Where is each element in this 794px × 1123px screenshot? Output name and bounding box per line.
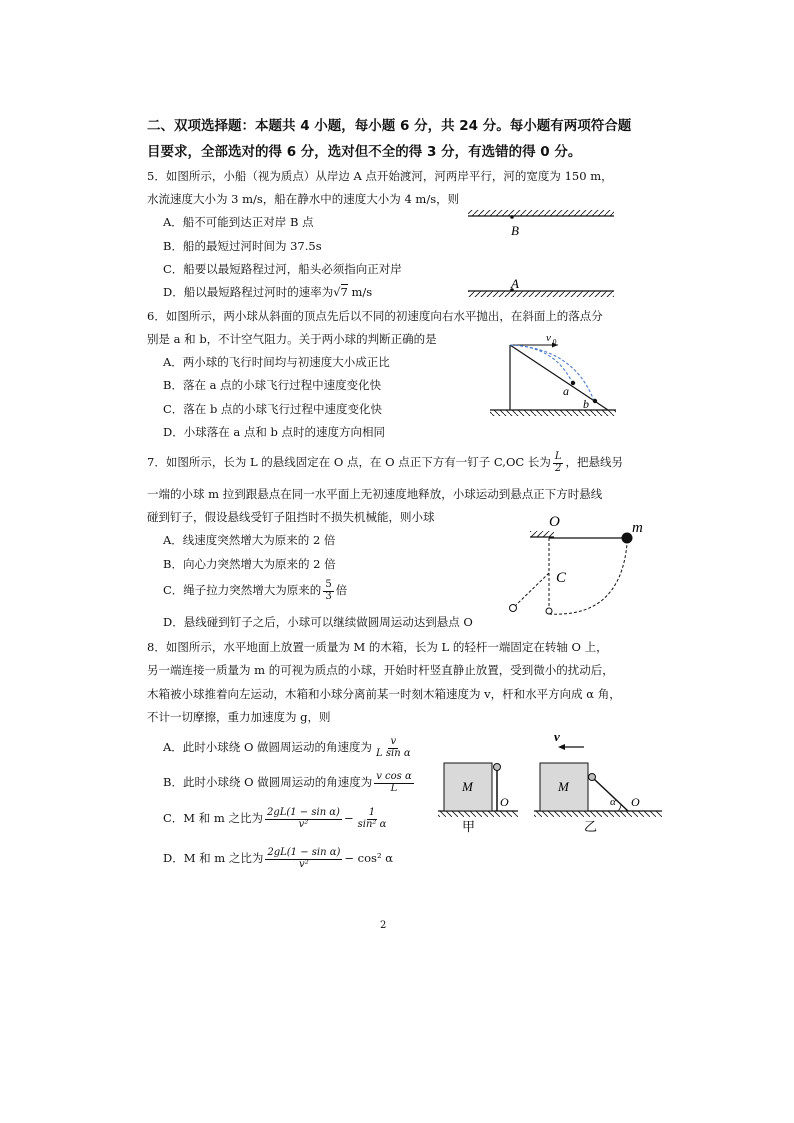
q7-option-c-tail: 倍 <box>335 583 348 597</box>
q5-option-b: B．船的最短过河时间为 37.5s <box>163 239 322 253</box>
q5-option-c: C．船要以最短路程过河，船头必须指向正对岸 <box>163 262 402 276</box>
q7-option-b: B．向心力突然增大为原来的 2 倍 <box>163 557 336 571</box>
q7-oc-fraction: $\frac{L}{2}$ <box>554 451 562 474</box>
label-b: b <box>583 397 589 411</box>
q7-stem-line3: 碰到钉子，假设悬线受钉子阻挡时不损失机械能，则小球 <box>147 510 435 524</box>
q7-stem-line1-tail: ，把悬线另 <box>565 455 623 469</box>
q8-option-c-fraction-1: $\frac{\text{2gL(1 − sin α)}}{\text{v²}}$ <box>266 807 340 830</box>
section-heading-line2: 目要求，全部选对的得 6 分，选对但不全的得 3 分，有选错的得 0 分。 <box>147 144 582 160</box>
far-bank-hatch <box>468 210 614 216</box>
ground-hatch-jia <box>438 811 518 817</box>
label-b: B <box>511 223 519 238</box>
q8-option-d <box>163 848 393 870</box>
ball-lowest-position <box>546 608 552 614</box>
q8-option-c-fraction-2: $\frac{1}{\text{sin² α}}$ <box>357 807 387 830</box>
ground-hatch-yi <box>534 811 662 817</box>
q8-option-c-minus: − <box>343 811 354 825</box>
q5-stem-line2: 水流速度大小为 3 m/s，船在静水中的速度大小为 4 m/s，则 <box>147 192 460 206</box>
q8-stem-line1: 8．如图所示，水平地面上放置一质量为 M 的木箱，长为 L 的轻杆一端固定在转轴 O 上， <box>147 640 608 654</box>
point-b-dot <box>593 399 597 403</box>
label-velocity: v <box>554 733 560 744</box>
ball-after-nail <box>510 605 517 612</box>
point-a-dot <box>571 381 575 385</box>
ball-jia <box>494 764 501 771</box>
label-jia: 甲 <box>462 819 476 834</box>
label-o: O <box>549 514 560 530</box>
q7-stem-line1 <box>147 452 623 474</box>
q8-option-d-fraction: $\frac{\text{2gL(1 − sin α)}}{\text{v²}}$ <box>267 847 341 870</box>
string-after-nail <box>515 573 549 606</box>
velocity-arrow-head <box>558 744 565 750</box>
q6-option-a: A．两小球的飞行时间均与初速度大小成正比 <box>163 355 390 369</box>
q5-river-figure <box>462 208 622 300</box>
sqrt-symbol: √ <box>333 285 341 299</box>
q6-option-d: D．小球落在 a 点和 b 点时的速度方向相同 <box>163 425 386 439</box>
q8-option-a-fraction: $\frac{v}{\text{L sin α}}$ <box>376 736 411 759</box>
label-v0: v <box>546 332 551 344</box>
q5-option-d <box>163 284 372 300</box>
q5-option-d-text: D．船以最短路程过河时的速率为 <box>163 285 334 299</box>
section-heading-line1: 二、双项选择题：本题共 4 小题，每小题 6 分，共 24 分。每小题有两项符合题 <box>147 118 632 134</box>
q7-pendulum-figure <box>500 508 650 626</box>
q5-stem-line1: 5．如图所示，小船（视为质点）从岸边 A 点开始渡河，河两岸平行，河的宽度为 150 m， <box>147 169 613 183</box>
label-alpha: α <box>610 796 616 808</box>
q7-option-d: D．悬线碰到钉子之后，小球可以继续做圆周运动达到悬点 O <box>163 615 473 629</box>
q8-box-rod-figure <box>434 733 674 835</box>
q8-option-b <box>163 772 416 794</box>
ball-yi <box>589 774 596 781</box>
q8-option-b-text: B．此时小球绕 O 做圆周运动的角速度为 <box>163 775 373 789</box>
q7-stem-line2: 一端的小球 m 拉到跟悬点在同一水平面上无初速度地释放，小球运动到悬点正下方时悬线 <box>147 487 603 501</box>
q8-option-d-text: D．M 和 m 之比为 <box>163 851 264 865</box>
label-box-m-jia: M <box>462 779 473 794</box>
q8-option-a <box>163 737 415 759</box>
q6-incline-figure <box>486 330 622 418</box>
label-box-m-yi: M <box>558 779 569 794</box>
q8-option-c <box>163 808 390 830</box>
ceiling-hatch <box>530 531 554 537</box>
q8-option-c-text: C．M 和 m 之比为 <box>163 811 263 825</box>
q6-stem-line2: 别是 a 和 b，不计空气阻力。关于两小球的判断正确的是 <box>147 332 437 346</box>
page-number: 2 <box>380 920 387 931</box>
q8-option-d-tail: − cos² α <box>344 851 393 865</box>
label-yi: 乙 <box>584 819 598 834</box>
q5-option-d-radicand: 7 <box>340 285 348 299</box>
q8-option-a-text: A．此时小球绕 O 做圆周运动的角速度为 <box>163 740 373 754</box>
ball-m <box>622 533 633 544</box>
label-a: a <box>563 384 569 398</box>
q7-option-c-fraction: $\frac{5}{3}$ <box>325 579 332 602</box>
q7-option-a: A．线速度突然增大为原来的 2 倍 <box>163 533 336 547</box>
q8-stem-line4: 不计一切摩擦，重力加速度为 g，则 <box>147 710 331 724</box>
angle-arc <box>618 804 621 811</box>
q8-option-b-fraction: $\frac{\text{v cos α}}{L}$ <box>376 771 412 794</box>
near-bank-hatch <box>468 291 614 297</box>
q6-stem-line1: 6．如图所示，两小球从斜面的顶点先后以不同的初速度向右水平抛出，在斜面上的落点分 <box>147 309 603 323</box>
label-pivot-o-yi: O <box>631 795 640 809</box>
q5-option-d-unit: m/s <box>347 285 373 299</box>
point-b-dot <box>510 215 514 219</box>
label-m: m <box>632 520 643 536</box>
q5-option-a: A．船不可能到达正对岸 B 点 <box>163 215 314 229</box>
q7-option-c-text: C．绳子拉力突然增大为原来的 <box>163 583 322 597</box>
label-a: A <box>511 276 519 291</box>
label-v0-sub: 0 <box>553 338 557 346</box>
label-pivot-o-jia: O <box>500 795 509 809</box>
q7-stem-line1-text: 7．如图所示，长为 L 的悬线固定在 O 点，在 O 点正下方有一钉子 C,OC 长为 <box>147 455 551 469</box>
q6-option-b: B．落在 a 点的小球飞行过程中速度变化快 <box>163 378 382 392</box>
q6-option-c: C．落在 b 点的小球飞行过程中速度变化快 <box>163 402 382 416</box>
ground-hatch <box>490 410 616 416</box>
q7-option-c <box>163 580 347 602</box>
q8-stem-line3: 木箱被小球推着向左运动，木箱和小球分离前某一时刻木箱速度为 v，杆和水平方向成 α 角， <box>147 687 621 701</box>
label-c: C <box>556 570 567 586</box>
q8-stem-line2: 另一端连接一质量为 m 的可视为质点的小球，开始时杆竖直静止放置，受到微小的扰动后， <box>147 663 614 677</box>
